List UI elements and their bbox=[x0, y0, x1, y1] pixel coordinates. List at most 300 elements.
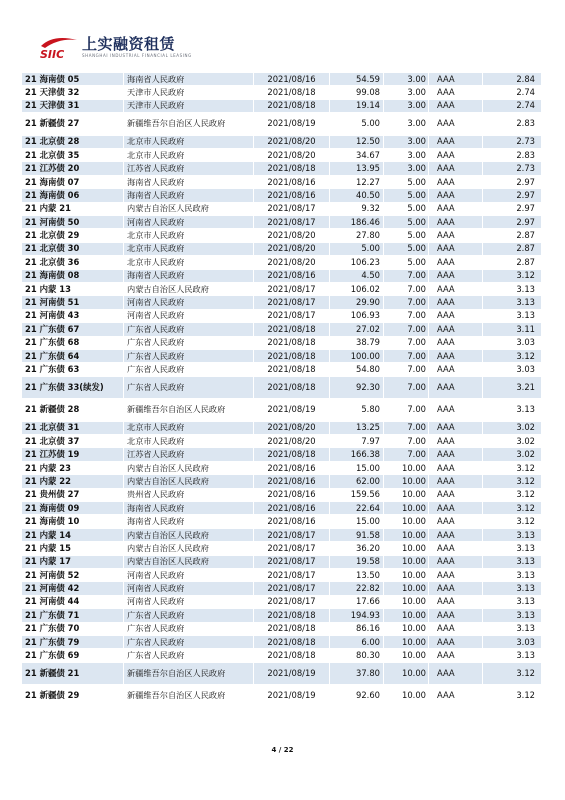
table-row bbox=[22, 376, 542, 399]
issue-date-cell: 2021/08/16 bbox=[254, 189, 330, 202]
coupon-rate-cell: 2.97 bbox=[483, 175, 542, 188]
bond-name-cell: 21 河南债 52 bbox=[22, 569, 124, 582]
term-years-cell: 10.00 bbox=[384, 461, 429, 474]
term-years-cell: 10.00 bbox=[384, 488, 429, 501]
credit-rating-cell: AAA bbox=[429, 502, 483, 515]
coupon-rate-cell: 3.13 bbox=[483, 555, 542, 568]
credit-rating-cell: AAA bbox=[429, 609, 483, 622]
issuer-cell: 北京市人民政府 bbox=[124, 242, 254, 255]
term-years-cell: 10.00 bbox=[384, 569, 429, 582]
term-years-cell: 3.00 bbox=[384, 86, 429, 99]
issuer-cell: 广东省人民政府 bbox=[124, 363, 254, 376]
issuer-cell: 海南省人民政府 bbox=[124, 515, 254, 528]
table-row bbox=[22, 323, 542, 336]
coupon-rate-cell: 2.97 bbox=[483, 202, 542, 215]
table-row bbox=[22, 282, 542, 295]
issue-amount-cell: 9.32 bbox=[330, 202, 384, 215]
credit-rating-cell: AAA bbox=[429, 242, 483, 255]
credit-rating-cell: AAA bbox=[429, 448, 483, 461]
issue-date-cell: 2021/08/20 bbox=[254, 149, 330, 162]
table-row bbox=[22, 113, 542, 136]
credit-rating-cell: AAA bbox=[429, 216, 483, 229]
issue-date-cell: 2021/08/16 bbox=[254, 461, 330, 474]
term-years-cell: 5.00 bbox=[384, 189, 429, 202]
issue-amount-cell: 29.90 bbox=[330, 296, 384, 309]
bond-name-cell: 21 河南债 42 bbox=[22, 582, 124, 595]
term-years-cell: 7.00 bbox=[384, 309, 429, 322]
bond-name-cell: 21 新疆债 28 bbox=[22, 399, 124, 422]
issue-amount-cell: 4.50 bbox=[330, 269, 384, 282]
issue-amount-cell: 166.38 bbox=[330, 448, 384, 461]
issuer-cell: 江苏省人民政府 bbox=[124, 162, 254, 175]
issuer-cell: 内蒙古自治区人民政府 bbox=[124, 202, 254, 215]
term-years-cell: 7.00 bbox=[384, 269, 429, 282]
issue-amount-cell: 100.00 bbox=[330, 349, 384, 362]
issue-amount-cell: 13.50 bbox=[330, 569, 384, 582]
issue-amount-cell: 13.25 bbox=[330, 421, 384, 434]
coupon-rate-cell: 2.83 bbox=[483, 113, 542, 136]
issue-date-cell: 2021/08/18 bbox=[254, 86, 330, 99]
issue-amount-cell: 22.64 bbox=[330, 502, 384, 515]
issue-date-cell: 2021/08/18 bbox=[254, 376, 330, 399]
credit-rating-cell: AAA bbox=[429, 189, 483, 202]
issue-amount-cell: 19.14 bbox=[330, 99, 384, 112]
bond-name-cell: 21 海南债 10 bbox=[22, 515, 124, 528]
term-years-cell: 10.00 bbox=[384, 609, 429, 622]
table-row bbox=[22, 515, 542, 528]
issue-amount-cell: 12.50 bbox=[330, 135, 384, 148]
coupon-rate-cell: 3.13 bbox=[483, 569, 542, 582]
credit-rating-cell: AAA bbox=[429, 622, 483, 635]
credit-rating-cell: AAA bbox=[429, 376, 483, 399]
issuer-cell: 北京市人民政府 bbox=[124, 135, 254, 148]
issuer-cell: 北京市人民政府 bbox=[124, 256, 254, 269]
bond-name-cell: 21 海南债 05 bbox=[22, 73, 124, 86]
term-years-cell: 7.00 bbox=[384, 363, 429, 376]
bond-name-cell: 21 北京债 31 bbox=[22, 421, 124, 434]
bond-name-cell: 21 新疆债 27 bbox=[22, 113, 124, 136]
bond-name-cell: 21 内蒙 14 bbox=[22, 528, 124, 541]
issue-date-cell: 2021/08/18 bbox=[254, 649, 330, 662]
bond-name-cell: 21 海南债 07 bbox=[22, 175, 124, 188]
table-row bbox=[22, 662, 542, 685]
issuer-cell: 广东省人民政府 bbox=[124, 609, 254, 622]
coupon-rate-cell: 3.13 bbox=[483, 649, 542, 662]
issue-amount-cell: 7.97 bbox=[330, 435, 384, 448]
issue-date-cell: 2021/08/17 bbox=[254, 309, 330, 322]
credit-rating-cell: AAA bbox=[429, 323, 483, 336]
issue-date-cell: 2021/08/17 bbox=[254, 542, 330, 555]
bond-name-cell: 21 河南债 50 bbox=[22, 216, 124, 229]
issue-date-cell: 2021/08/16 bbox=[254, 488, 330, 501]
svg-text:SIIC: SIIC bbox=[40, 48, 65, 60]
term-years-cell: 10.00 bbox=[384, 595, 429, 608]
table-row bbox=[22, 569, 542, 582]
issue-date-cell: 2021/08/19 bbox=[254, 685, 330, 708]
issuer-cell: 江苏省人民政府 bbox=[124, 448, 254, 461]
issuer-cell: 内蒙古自治区人民政府 bbox=[124, 282, 254, 295]
bond-name-cell: 21 北京债 35 bbox=[22, 149, 124, 162]
credit-rating-cell: AAA bbox=[429, 461, 483, 474]
bond-name-cell: 21 河南债 44 bbox=[22, 595, 124, 608]
bond-name-cell: 21 内蒙 17 bbox=[22, 555, 124, 568]
table-row bbox=[22, 149, 542, 162]
bond-name-cell: 21 广东债 69 bbox=[22, 649, 124, 662]
credit-rating-cell: AAA bbox=[429, 73, 483, 86]
term-years-cell: 5.00 bbox=[384, 216, 429, 229]
issue-date-cell: 2021/08/18 bbox=[254, 99, 330, 112]
issue-date-cell: 2021/08/20 bbox=[254, 256, 330, 269]
term-years-cell: 10.00 bbox=[384, 528, 429, 541]
table-row bbox=[22, 73, 542, 86]
issue-date-cell: 2021/08/18 bbox=[254, 635, 330, 648]
issue-amount-cell: 106.93 bbox=[330, 309, 384, 322]
credit-rating-cell: AAA bbox=[429, 595, 483, 608]
issue-date-cell: 2021/08/16 bbox=[254, 475, 330, 488]
coupon-rate-cell: 3.13 bbox=[483, 582, 542, 595]
issuer-cell: 内蒙古自治区人民政府 bbox=[124, 528, 254, 541]
term-years-cell: 10.00 bbox=[384, 649, 429, 662]
issuer-cell: 北京市人民政府 bbox=[124, 229, 254, 242]
issue-amount-cell: 92.60 bbox=[330, 685, 384, 708]
issuer-cell: 内蒙古自治区人民政府 bbox=[124, 555, 254, 568]
issue-amount-cell: 159.56 bbox=[330, 488, 384, 501]
issue-amount-cell: 5.00 bbox=[330, 242, 384, 255]
credit-rating-cell: AAA bbox=[429, 475, 483, 488]
coupon-rate-cell: 3.13 bbox=[483, 622, 542, 635]
credit-rating-cell: AAA bbox=[429, 202, 483, 215]
coupon-rate-cell: 3.12 bbox=[483, 269, 542, 282]
issue-amount-cell: 38.79 bbox=[330, 336, 384, 349]
issuer-cell: 北京市人民政府 bbox=[124, 149, 254, 162]
bond-name-cell: 21 内蒙 23 bbox=[22, 461, 124, 474]
table-row bbox=[22, 336, 542, 349]
credit-rating-cell: AAA bbox=[429, 349, 483, 362]
credit-rating-cell: AAA bbox=[429, 149, 483, 162]
issuer-cell: 广东省人民政府 bbox=[124, 649, 254, 662]
table-row bbox=[22, 189, 542, 202]
bond-name-cell: 21 江苏债 20 bbox=[22, 162, 124, 175]
issue-amount-cell: 12.27 bbox=[330, 175, 384, 188]
issue-amount-cell: 106.02 bbox=[330, 282, 384, 295]
credit-rating-cell: AAA bbox=[429, 229, 483, 242]
credit-rating-cell: AAA bbox=[429, 528, 483, 541]
table-row bbox=[22, 461, 542, 474]
term-years-cell: 10.00 bbox=[384, 622, 429, 635]
table-row bbox=[22, 502, 542, 515]
table-row bbox=[22, 202, 542, 215]
term-years-cell: 7.00 bbox=[384, 282, 429, 295]
bond-name-cell: 21 广东债 71 bbox=[22, 609, 124, 622]
table-row bbox=[22, 685, 542, 708]
term-years-cell: 10.00 bbox=[384, 515, 429, 528]
issue-amount-cell: 17.66 bbox=[330, 595, 384, 608]
issuer-cell: 广东省人民政府 bbox=[124, 622, 254, 635]
coupon-rate-cell: 3.12 bbox=[483, 461, 542, 474]
bond-name-cell: 21 海南债 06 bbox=[22, 189, 124, 202]
issue-date-cell: 2021/08/17 bbox=[254, 202, 330, 215]
coupon-rate-cell: 2.83 bbox=[483, 149, 542, 162]
bond-name-cell: 21 内蒙 21 bbox=[22, 202, 124, 215]
bond-name-cell: 21 天津债 32 bbox=[22, 86, 124, 99]
table-row bbox=[22, 649, 542, 662]
term-years-cell: 10.00 bbox=[384, 662, 429, 685]
issue-date-cell: 2021/08/17 bbox=[254, 595, 330, 608]
issue-date-cell: 2021/08/20 bbox=[254, 135, 330, 148]
credit-rating-cell: AAA bbox=[429, 269, 483, 282]
bond-name-cell: 21 新疆债 29 bbox=[22, 685, 124, 708]
term-years-cell: 3.00 bbox=[384, 113, 429, 136]
bond-name-cell: 21 新疆债 21 bbox=[22, 662, 124, 685]
issue-amount-cell: 106.23 bbox=[330, 256, 384, 269]
table-row bbox=[22, 296, 542, 309]
issuer-cell: 新疆维吾尔自治区人民政府 bbox=[124, 399, 254, 422]
table-body bbox=[22, 73, 542, 708]
bond-name-cell: 21 广东债 64 bbox=[22, 349, 124, 362]
issue-date-cell: 2021/08/18 bbox=[254, 622, 330, 635]
table-row bbox=[22, 135, 542, 148]
term-years-cell: 10.00 bbox=[384, 555, 429, 568]
issuer-cell: 广东省人民政府 bbox=[124, 635, 254, 648]
credit-rating-cell: AAA bbox=[429, 488, 483, 501]
table-row bbox=[22, 595, 542, 608]
issuer-cell: 新疆维吾尔自治区人民政府 bbox=[124, 662, 254, 685]
issue-date-cell: 2021/08/18 bbox=[254, 609, 330, 622]
issue-amount-cell: 99.08 bbox=[330, 86, 384, 99]
coupon-rate-cell: 3.13 bbox=[483, 309, 542, 322]
term-years-cell: 3.00 bbox=[384, 162, 429, 175]
coupon-rate-cell: 2.74 bbox=[483, 99, 542, 112]
coupon-rate-cell: 2.73 bbox=[483, 162, 542, 175]
coupon-rate-cell: 3.02 bbox=[483, 448, 542, 461]
issue-amount-cell: 27.80 bbox=[330, 229, 384, 242]
issue-date-cell: 2021/08/19 bbox=[254, 662, 330, 685]
table-row bbox=[22, 86, 542, 99]
table-row bbox=[22, 488, 542, 501]
term-years-cell: 3.00 bbox=[384, 149, 429, 162]
coupon-rate-cell: 3.02 bbox=[483, 435, 542, 448]
term-years-cell: 7.00 bbox=[384, 336, 429, 349]
table-row bbox=[22, 363, 542, 376]
credit-rating-cell: AAA bbox=[429, 162, 483, 175]
credit-rating-cell: AAA bbox=[429, 582, 483, 595]
coupon-rate-cell: 2.73 bbox=[483, 135, 542, 148]
bond-name-cell: 21 广东债 79 bbox=[22, 635, 124, 648]
bond-name-cell: 21 广东债 68 bbox=[22, 336, 124, 349]
term-years-cell: 10.00 bbox=[384, 582, 429, 595]
issuer-cell: 海南省人民政府 bbox=[124, 269, 254, 282]
issue-amount-cell: 34.67 bbox=[330, 149, 384, 162]
coupon-rate-cell: 3.12 bbox=[483, 488, 542, 501]
issuer-cell: 广东省人民政府 bbox=[124, 376, 254, 399]
coupon-rate-cell: 2.84 bbox=[483, 73, 542, 86]
issue-date-cell: 2021/08/20 bbox=[254, 435, 330, 448]
coupon-rate-cell: 3.12 bbox=[483, 515, 542, 528]
term-years-cell: 3.00 bbox=[384, 99, 429, 112]
credit-rating-cell: AAA bbox=[429, 662, 483, 685]
issue-date-cell: 2021/08/20 bbox=[254, 242, 330, 255]
bond-name-cell: 21 天津债 31 bbox=[22, 99, 124, 112]
table-row bbox=[22, 242, 542, 255]
issuer-cell: 河南省人民政府 bbox=[124, 296, 254, 309]
issuer-cell: 河南省人民政府 bbox=[124, 569, 254, 582]
table-row bbox=[22, 175, 542, 188]
bond-name-cell: 21 江苏债 19 bbox=[22, 448, 124, 461]
issuer-cell: 内蒙古自治区人民政府 bbox=[124, 461, 254, 474]
issuer-cell: 贵州省人民政府 bbox=[124, 488, 254, 501]
coupon-rate-cell: 2.87 bbox=[483, 242, 542, 255]
coupon-rate-cell: 3.13 bbox=[483, 282, 542, 295]
table-row bbox=[22, 609, 542, 622]
issue-date-cell: 2021/08/19 bbox=[254, 399, 330, 422]
coupon-rate-cell: 3.21 bbox=[483, 376, 542, 399]
term-years-cell: 10.00 bbox=[384, 635, 429, 648]
bond-name-cell: 21 广东债 63 bbox=[22, 363, 124, 376]
term-years-cell: 5.00 bbox=[384, 229, 429, 242]
issue-date-cell: 2021/08/17 bbox=[254, 296, 330, 309]
term-years-cell: 7.00 bbox=[384, 421, 429, 434]
issue-date-cell: 2021/08/17 bbox=[254, 582, 330, 595]
table-row bbox=[22, 635, 542, 648]
term-years-cell: 5.00 bbox=[384, 202, 429, 215]
bond-name-cell: 21 北京债 36 bbox=[22, 256, 124, 269]
table-row bbox=[22, 162, 542, 175]
credit-rating-cell: AAA bbox=[429, 515, 483, 528]
credit-rating-cell: AAA bbox=[429, 99, 483, 112]
issue-date-cell: 2021/08/17 bbox=[254, 569, 330, 582]
table-row bbox=[22, 309, 542, 322]
table-row bbox=[22, 216, 542, 229]
coupon-rate-cell: 3.11 bbox=[483, 323, 542, 336]
bond-name-cell: 21 北京债 30 bbox=[22, 242, 124, 255]
coupon-rate-cell: 3.03 bbox=[483, 336, 542, 349]
table-row bbox=[22, 349, 542, 362]
credit-rating-cell: AAA bbox=[429, 542, 483, 555]
bond-name-cell: 21 河南债 51 bbox=[22, 296, 124, 309]
company-logo bbox=[39, 36, 192, 60]
term-years-cell: 5.00 bbox=[384, 256, 429, 269]
issue-amount-cell: 37.80 bbox=[330, 662, 384, 685]
credit-rating-cell: AAA bbox=[429, 86, 483, 99]
bond-name-cell: 21 北京债 37 bbox=[22, 435, 124, 448]
term-years-cell: 10.00 bbox=[384, 502, 429, 515]
table-row bbox=[22, 475, 542, 488]
coupon-rate-cell: 2.97 bbox=[483, 216, 542, 229]
issuer-cell: 海南省人民政府 bbox=[124, 175, 254, 188]
coupon-rate-cell: 3.12 bbox=[483, 475, 542, 488]
bond-name-cell: 21 海南债 09 bbox=[22, 502, 124, 515]
coupon-rate-cell: 2.87 bbox=[483, 229, 542, 242]
bond-name-cell: 21 内蒙 15 bbox=[22, 542, 124, 555]
issue-date-cell: 2021/08/17 bbox=[254, 528, 330, 541]
issue-date-cell: 2021/08/16 bbox=[254, 73, 330, 86]
issuer-cell: 内蒙古自治区人民政府 bbox=[124, 475, 254, 488]
coupon-rate-cell: 3.12 bbox=[483, 685, 542, 708]
issuer-cell: 广东省人民政府 bbox=[124, 349, 254, 362]
issue-amount-cell: 194.93 bbox=[330, 609, 384, 622]
issue-date-cell: 2021/08/16 bbox=[254, 515, 330, 528]
coupon-rate-cell: 3.13 bbox=[483, 296, 542, 309]
issue-amount-cell: 5.80 bbox=[330, 399, 384, 422]
bond-name-cell: 21 海南债 08 bbox=[22, 269, 124, 282]
issuer-cell: 天津市人民政府 bbox=[124, 86, 254, 99]
table-row bbox=[22, 421, 542, 434]
term-years-cell: 7.00 bbox=[384, 349, 429, 362]
coupon-rate-cell: 3.13 bbox=[483, 609, 542, 622]
issue-amount-cell: 54.59 bbox=[330, 73, 384, 86]
issuer-cell: 内蒙古自治区人民政府 bbox=[124, 542, 254, 555]
coupon-rate-cell: 3.13 bbox=[483, 528, 542, 541]
issuer-cell: 新疆维吾尔自治区人民政府 bbox=[124, 113, 254, 136]
issue-date-cell: 2021/08/17 bbox=[254, 555, 330, 568]
issue-amount-cell: 22.82 bbox=[330, 582, 384, 595]
issuer-cell: 北京市人民政府 bbox=[124, 421, 254, 434]
issuer-cell: 河南省人民政府 bbox=[124, 309, 254, 322]
coupon-rate-cell: 3.13 bbox=[483, 595, 542, 608]
credit-rating-cell: AAA bbox=[429, 635, 483, 648]
term-years-cell: 3.00 bbox=[384, 135, 429, 148]
bond-name-cell: 21 广东债 33(续发) bbox=[22, 376, 124, 399]
issue-amount-cell: 13.95 bbox=[330, 162, 384, 175]
page-indicator: 4 / 22 bbox=[271, 746, 294, 754]
coupon-rate-cell: 3.02 bbox=[483, 421, 542, 434]
issue-amount-cell: 91.58 bbox=[330, 528, 384, 541]
issuer-cell: 北京市人民政府 bbox=[124, 435, 254, 448]
issue-date-cell: 2021/08/18 bbox=[254, 162, 330, 175]
coupon-rate-cell: 3.12 bbox=[483, 502, 542, 515]
bond-name-cell: 21 内蒙 22 bbox=[22, 475, 124, 488]
coupon-rate-cell: 3.13 bbox=[483, 542, 542, 555]
issue-amount-cell: 19.58 bbox=[330, 555, 384, 568]
issue-amount-cell: 36.20 bbox=[330, 542, 384, 555]
issue-amount-cell: 86.16 bbox=[330, 622, 384, 635]
table-row bbox=[22, 555, 542, 568]
term-years-cell: 7.00 bbox=[384, 323, 429, 336]
issuer-cell: 广东省人民政府 bbox=[124, 336, 254, 349]
issuer-cell: 河南省人民政府 bbox=[124, 216, 254, 229]
coupon-rate-cell: 3.03 bbox=[483, 635, 542, 648]
issue-date-cell: 2021/08/18 bbox=[254, 448, 330, 461]
term-years-cell: 5.00 bbox=[384, 242, 429, 255]
credit-rating-cell: AAA bbox=[429, 685, 483, 708]
table-row bbox=[22, 99, 542, 112]
credit-rating-cell: AAA bbox=[429, 135, 483, 148]
term-years-cell: 10.00 bbox=[384, 685, 429, 708]
term-years-cell: 5.00 bbox=[384, 175, 429, 188]
table-row bbox=[22, 528, 542, 541]
issue-date-cell: 2021/08/16 bbox=[254, 502, 330, 515]
issue-date-cell: 2021/08/18 bbox=[254, 363, 330, 376]
coupon-rate-cell: 3.13 bbox=[483, 399, 542, 422]
issue-amount-cell: 62.00 bbox=[330, 475, 384, 488]
table-row bbox=[22, 622, 542, 635]
issue-date-cell: 2021/08/20 bbox=[254, 421, 330, 434]
issuer-cell: 海南省人民政府 bbox=[124, 502, 254, 515]
bond-name-cell: 21 内蒙 13 bbox=[22, 282, 124, 295]
table-row bbox=[22, 582, 542, 595]
term-years-cell: 10.00 bbox=[384, 542, 429, 555]
issuer-cell: 天津市人民政府 bbox=[124, 99, 254, 112]
brand-name-cn: 上实融资租赁 bbox=[82, 35, 176, 53]
coupon-rate-cell: 2.97 bbox=[483, 189, 542, 202]
credit-rating-cell: AAA bbox=[429, 363, 483, 376]
bond-name-cell: 21 广东债 70 bbox=[22, 622, 124, 635]
coupon-rate-cell: 2.87 bbox=[483, 256, 542, 269]
term-years-cell: 3.00 bbox=[384, 73, 429, 86]
issue-amount-cell: 15.00 bbox=[330, 461, 384, 474]
credit-rating-cell: AAA bbox=[429, 175, 483, 188]
credit-rating-cell: AAA bbox=[429, 336, 483, 349]
